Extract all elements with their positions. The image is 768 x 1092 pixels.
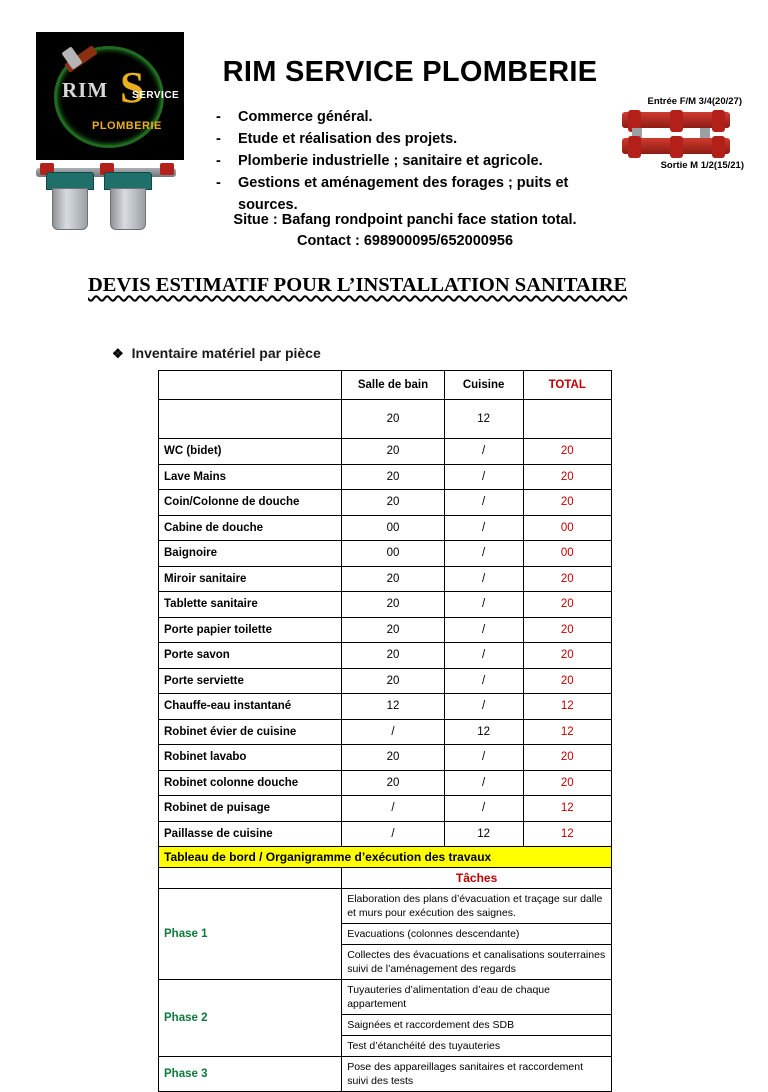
item-label: Robinet de puisage <box>159 796 342 822</box>
phase-label: Phase 3 <box>159 1057 342 1092</box>
col-header-cuisine: Cuisine <box>444 371 523 400</box>
services-list <box>216 106 626 216</box>
manifold-knob-icon <box>670 110 683 132</box>
item-label: Lave Mains <box>159 464 342 490</box>
table-row <box>159 821 612 847</box>
item-label: Robinet évier de cuisine <box>159 719 342 745</box>
service-label: Commerce général. <box>238 109 373 125</box>
bullet-dash: - <box>216 109 221 125</box>
phase-row <box>159 980 612 1015</box>
table-row <box>159 541 612 567</box>
table-row <box>159 592 612 618</box>
item-cuisine: 12 <box>444 719 523 745</box>
list-item <box>216 128 626 150</box>
phase-task: Saignées et raccordement des SDB <box>342 1015 612 1036</box>
table-row <box>159 515 612 541</box>
manifold-body <box>622 112 730 128</box>
section-heading <box>112 345 321 362</box>
item-cuisine: / <box>444 796 523 822</box>
item-label: Robinet lavabo <box>159 745 342 771</box>
item-cuisine: / <box>444 592 523 618</box>
item-total: 20 <box>523 464 612 490</box>
manifold-knob-icon <box>628 136 641 158</box>
item-sdb: 20 <box>342 490 445 516</box>
item-sdb: 20 <box>342 770 445 796</box>
letterhead <box>0 0 768 249</box>
item-total: 20 <box>523 770 612 796</box>
company-address: Situe : Bafang rondpoint panchi face station total. <box>233 212 577 228</box>
item-label: Paillasse de cuisine <box>159 821 342 847</box>
phase-task: Pose des appareillages sanitaires et raccordement suivi des tests <box>342 1057 612 1092</box>
item-sdb: 20 <box>342 439 445 465</box>
col-header-item <box>159 371 342 400</box>
table-row <box>159 668 612 694</box>
item-total: 20 <box>523 592 612 618</box>
bullet-dash: - <box>216 175 221 191</box>
table-row <box>159 770 612 796</box>
manifold-knob-icon <box>712 110 725 132</box>
item-sdb: 20 <box>342 617 445 643</box>
table-row <box>159 439 612 465</box>
phase-label: Phase 1 <box>159 889 342 980</box>
item-cuisine: / <box>444 490 523 516</box>
phase-task: Test d’étanchéité des tuyauteries <box>342 1036 612 1057</box>
item-cuisine: / <box>444 668 523 694</box>
item-label: Coin/Colonne de douche <box>159 490 342 516</box>
manifold-inlet-label: Entrée F/M 3/4(20/27) <box>647 96 742 107</box>
item-total: 20 <box>523 566 612 592</box>
col-header-salle-de-bain: Salle de bain <box>342 371 445 400</box>
phase-label: Phase 2 <box>159 980 342 1057</box>
manifold-knob-icon <box>712 136 725 158</box>
table-row <box>159 796 612 822</box>
counts-item <box>159 400 342 439</box>
item-sdb: 00 <box>342 541 445 567</box>
logo-text-s: S <box>120 63 145 112</box>
table-row <box>159 745 612 771</box>
item-label: Chauffe-eau instantané <box>159 694 342 720</box>
item-total: 00 <box>523 541 612 567</box>
counts-salle-de-bain: 20 <box>342 400 445 439</box>
item-label: Cabine de douche <box>159 515 342 541</box>
item-label: Miroir sanitaire <box>159 566 342 592</box>
table-row <box>159 694 612 720</box>
col-header-total: TOTAL <box>523 371 612 400</box>
manifold-knob-icon <box>670 136 683 158</box>
item-cuisine: / <box>444 515 523 541</box>
table-row <box>159 490 612 516</box>
item-cuisine: / <box>444 617 523 643</box>
phase-row <box>159 889 612 924</box>
list-item <box>216 106 626 128</box>
section-heading-label: Inventaire matériel par pièce <box>131 345 321 361</box>
item-total: 12 <box>523 719 612 745</box>
schedule-band-title: Tableau de bord / Organigramme d’exécution des travaux <box>159 847 612 868</box>
item-label: Tablette sanitaire <box>159 592 342 618</box>
service-label: Gestions et aménagement des forages ; puits et sources. <box>238 175 569 213</box>
item-cuisine: / <box>444 694 523 720</box>
item-cuisine: / <box>444 745 523 771</box>
filter-housing <box>104 172 150 228</box>
company-contact: Contact : 698900095/652000956 <box>296 233 514 249</box>
phase-task: Evacuations (colonnes descendante) <box>342 924 612 945</box>
filter-valve-icon <box>160 163 174 175</box>
logo-text-service: SERVICE <box>132 90 180 101</box>
devis-title: DEVIS ESTIMATIF POUR L’INSTALLATION SANITAIRE <box>88 274 628 296</box>
phase-row <box>159 1057 612 1092</box>
service-label: Plomberie industrielle ; sanitaire et agricole. <box>238 153 543 169</box>
tasks-header-row <box>159 868 612 889</box>
item-cuisine: / <box>444 643 523 669</box>
item-sdb: 20 <box>342 592 445 618</box>
tasks-header-label: Tâches <box>342 868 612 889</box>
item-sdb: 20 <box>342 464 445 490</box>
item-sdb: 20 <box>342 668 445 694</box>
item-sdb: 20 <box>342 745 445 771</box>
item-label: Porte savon <box>159 643 342 669</box>
bullet-dash: - <box>216 131 221 147</box>
item-cuisine: 12 <box>444 821 523 847</box>
item-sdb: / <box>342 719 445 745</box>
diamond-bullet-icon: ❖ <box>112 346 124 361</box>
logo-text-rim: RIM <box>62 78 109 102</box>
table-header-row <box>159 371 612 400</box>
item-sdb: / <box>342 821 445 847</box>
tasks-header-empty <box>159 868 342 889</box>
schedule-band-row <box>159 847 612 868</box>
counts-total <box>523 400 612 439</box>
item-sdb: 00 <box>342 515 445 541</box>
item-label: WC (bidet) <box>159 439 342 465</box>
item-label: Robinet colonne douche <box>159 770 342 796</box>
item-total: 20 <box>523 490 612 516</box>
list-item <box>216 172 626 216</box>
item-total: 12 <box>523 694 612 720</box>
filter-housing <box>46 172 92 228</box>
table-counts-row <box>159 400 612 439</box>
table-row <box>159 719 612 745</box>
table-row <box>159 566 612 592</box>
item-cuisine: / <box>444 439 523 465</box>
item-label: Porte serviette <box>159 668 342 694</box>
inventory-table <box>158 370 612 1092</box>
item-sdb: 12 <box>342 694 445 720</box>
item-sdb: 20 <box>342 643 445 669</box>
water-filter-photo <box>30 162 190 230</box>
phase-task: Collectes des évacuations et canalisations souterraines suivi de l’aménagement des regards <box>342 945 612 980</box>
list-item <box>216 150 626 172</box>
item-cuisine: / <box>444 541 523 567</box>
item-label: Baignoire <box>159 541 342 567</box>
item-total: 20 <box>523 439 612 465</box>
item-total: 00 <box>523 515 612 541</box>
phase-task: Tuyauteries d’alimentation d’eau de chaque appartement <box>342 980 612 1015</box>
table-row <box>159 643 612 669</box>
item-total: 12 <box>523 821 612 847</box>
item-cuisine: / <box>444 566 523 592</box>
table-row <box>159 464 612 490</box>
service-label: Etude et réalisation des projets. <box>238 131 458 147</box>
manifold-body <box>622 138 730 154</box>
item-total: 20 <box>523 745 612 771</box>
manifold-outlet-label: Sortie M 1/2(15/21) <box>660 160 744 171</box>
logo-text-plomberie: PLOMBERIE <box>92 120 162 132</box>
item-cuisine: / <box>444 464 523 490</box>
item-sdb: 20 <box>342 566 445 592</box>
item-label: Porte papier toilette <box>159 617 342 643</box>
table-row <box>159 617 612 643</box>
item-total: 12 <box>523 796 612 822</box>
item-total: 20 <box>523 668 612 694</box>
item-sdb: / <box>342 796 445 822</box>
item-cuisine: / <box>444 770 523 796</box>
phase-task: Elaboration des plans d’évacuation et traçage sur dalle et murs pour exécution des saignes. <box>342 889 612 924</box>
item-total: 20 <box>523 643 612 669</box>
bullet-dash: - <box>216 153 221 169</box>
page-title: RIM SERVICE PLOMBERIE <box>222 56 598 88</box>
company-logo <box>36 32 184 160</box>
counts-cuisine: 12 <box>444 400 523 439</box>
item-total: 20 <box>523 617 612 643</box>
